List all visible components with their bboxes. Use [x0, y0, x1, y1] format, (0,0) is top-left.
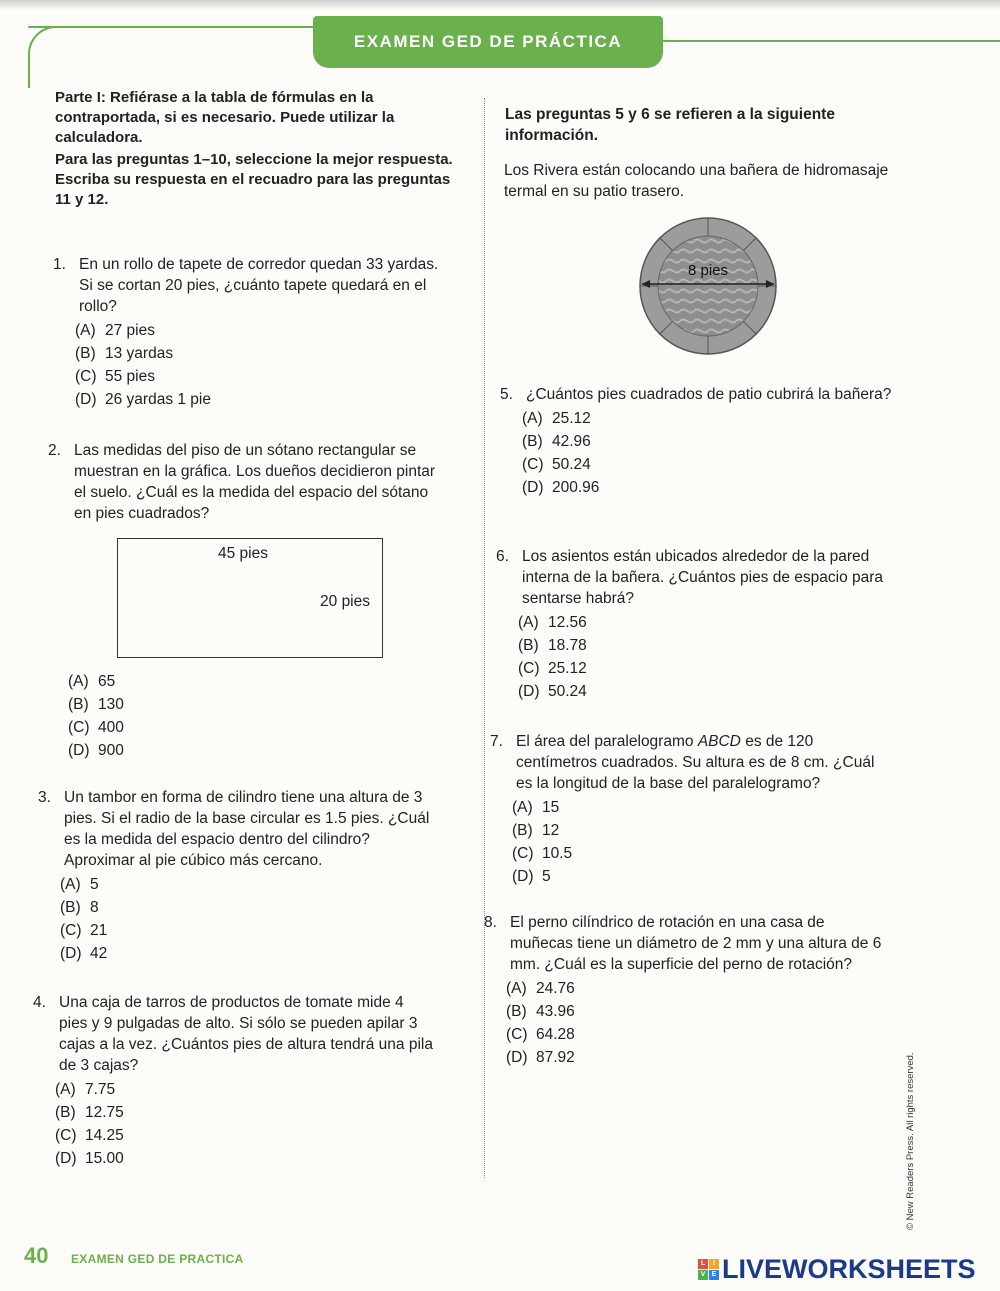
answer-option[interactable]: (C) 25.12	[518, 660, 587, 677]
answer-options	[55, 1078, 433, 1170]
question-2-options	[46, 668, 446, 762]
question-stem: Una caja de tarros de productos de tomate mide 4 pies y 9 pulgadas de alto. Si sólo se pueden apilar 3 cajas a la vez. ¿Cuántos pies de altura tendrá una pila de 3 cajas?	[59, 994, 433, 1074]
answer-options	[68, 670, 446, 762]
question-4	[33, 992, 433, 1170]
question-stem: En un rollo de tapete de corredor quedan 33 yardas. Si se cortan 20 pies, ¿cuánto tapete quedará en el rollo?	[79, 256, 439, 315]
frame-line	[662, 40, 1000, 42]
answer-option[interactable]: (A) 25.12	[522, 410, 591, 427]
instructions-part2: Para las preguntas 1–10, seleccione la mejor respuesta. Escriba su respuesta en el recuadro para las preguntas 11 y 12.	[55, 151, 453, 208]
question-number: 6.	[496, 548, 509, 565]
answer-option[interactable]: (A) 65	[68, 673, 116, 690]
answer-option[interactable]: (D) 5	[512, 868, 551, 885]
answer-option[interactable]: (B) 130	[68, 696, 124, 713]
question-stem: Los asientos están ubicados alrededor de la pared interna de la bañera. ¿Cuántos pies de espacio para sentarse habrá?	[522, 548, 884, 607]
answer-option[interactable]: (A) 7.75	[55, 1081, 116, 1098]
question-1	[53, 254, 453, 411]
answer-option[interactable]: (C) 10.5	[512, 845, 573, 862]
question-number: 5.	[500, 386, 513, 403]
answer-option[interactable]: (C) 21	[60, 922, 108, 939]
height-label: 20 pies	[320, 593, 370, 610]
question-7	[490, 731, 890, 888]
question-number: 1.	[53, 256, 66, 273]
answer-option[interactable]: (A) 27 pies	[75, 322, 155, 339]
answer-option[interactable]: (D) 15.00	[55, 1150, 124, 1167]
answer-option[interactable]: (D) 87.92	[506, 1049, 575, 1066]
page-number: 40	[24, 1243, 49, 1268]
diameter-label: 8 pies	[687, 262, 729, 279]
answer-options	[60, 873, 438, 965]
answer-option[interactable]: (A) 5	[60, 876, 99, 893]
answer-option[interactable]: (D) 200.96	[522, 479, 600, 496]
question-stem: Un tambor en forma de cilindro tiene una altura de 3 pies. Si el radio de la base circular es 1.5 pies. ¿Cuál es la medida del espacio dentro del cilindro? Aproximar al pie cúbico más cercano.	[64, 789, 430, 869]
liveworksheets-wordmark: LIVEWORKSHEETS	[722, 1254, 976, 1284]
right-intro-text: Los Rivera están colocando una bañera de hidromasaje termal en su patio trasero.	[504, 162, 889, 200]
question-5	[500, 384, 900, 499]
question-8	[484, 912, 884, 1069]
answer-option[interactable]: (D) 50.24	[518, 683, 587, 700]
answer-option[interactable]: (C) 50.24	[522, 456, 591, 473]
answer-option[interactable]: (B) 43.96	[506, 1003, 575, 1020]
answer-option[interactable]: (D) 42	[60, 945, 108, 962]
question-number: 7.	[490, 733, 503, 750]
answer-option[interactable]: (A) 15	[512, 799, 560, 816]
answer-option[interactable]: (B) 8	[60, 899, 99, 916]
running-title: EXAMEN GED DE PRACTICA	[71, 1252, 244, 1266]
question-2	[48, 440, 448, 524]
answer-option[interactable]: (B) 13 yardas	[75, 345, 174, 362]
answer-option[interactable]: (C) 400	[68, 719, 124, 736]
answer-option[interactable]: (A) 24.76	[506, 980, 575, 997]
rectangle-diagram	[117, 538, 383, 658]
question-6	[496, 546, 896, 703]
question-number: 2.	[48, 442, 61, 459]
answer-option[interactable]: (B) 18.78	[518, 637, 587, 654]
answer-options	[522, 407, 900, 499]
width-label: 45 pies	[218, 545, 268, 562]
answer-option[interactable]: (C) 55 pies	[75, 368, 155, 385]
answer-options	[506, 977, 884, 1069]
hot-tub-diagram	[638, 216, 778, 356]
answer-options	[518, 611, 896, 703]
copyright-notice: © New Readers Press. All rights reserved.	[905, 1052, 916, 1230]
liveworksheets-brand[interactable]	[698, 1254, 976, 1285]
question-stem: El perno cilíndrico de rotación en una casa de muñecas tiene un diámetro de 2 mm y una altura de 6 mm. ¿Cuál es la superficie del perno de rotación?	[510, 914, 882, 973]
question-stem: ¿Cuántos pies cuadrados de patio cubrirá la bañera?	[526, 386, 892, 403]
answer-option[interactable]: (C) 14.25	[55, 1127, 124, 1144]
question-3	[38, 787, 438, 965]
answer-option[interactable]: (B) 12	[512, 822, 560, 839]
header-banner: EXAMEN GED DE PRÁCTICA	[313, 16, 663, 68]
answer-options	[75, 319, 453, 411]
answer-option[interactable]: (D) 900	[68, 742, 124, 759]
frame-corner	[28, 26, 60, 88]
answer-option[interactable]: (B) 12.75	[55, 1104, 124, 1121]
answer-option[interactable]: (C) 64.28	[506, 1026, 575, 1043]
frame-line	[28, 26, 318, 28]
question-number: 3.	[38, 789, 51, 806]
answer-option[interactable]: (B) 42.96	[522, 433, 591, 450]
question-stem: Las medidas del piso de un sótano rectangular se muestran en la gráfica. Los dueños decidieron pintar el suelo. ¿Cuál es la medida del espacio del sótano en pies cuadrados?	[74, 442, 436, 522]
answer-option[interactable]: (D) 26 yardas 1 pie	[75, 391, 211, 408]
liveworksheets-logo-icon: L I V E	[698, 1259, 719, 1280]
instructions	[55, 88, 465, 212]
answer-option[interactable]: (A) 12.56	[518, 614, 587, 631]
question-number: 4.	[33, 994, 46, 1011]
answer-options	[512, 796, 890, 888]
question-number: 8.	[484, 914, 497, 931]
right-intro-title: Las preguntas 5 y 6 se refieren a la siguiente información.	[505, 106, 835, 144]
page-top-edge	[0, 0, 1000, 10]
question-stem: El área del paralelogramo ABCD es de 120 centímetros cuadrados. Su altura es de 8 cm. ¿Cuál es la longitud de la base del paralelogramo?	[516, 733, 875, 792]
instructions-part1: Parte I: Refiérase a la tabla de fórmulas en la contraportada, si es necesario. Puede utilizar la calculadora.	[55, 89, 395, 146]
